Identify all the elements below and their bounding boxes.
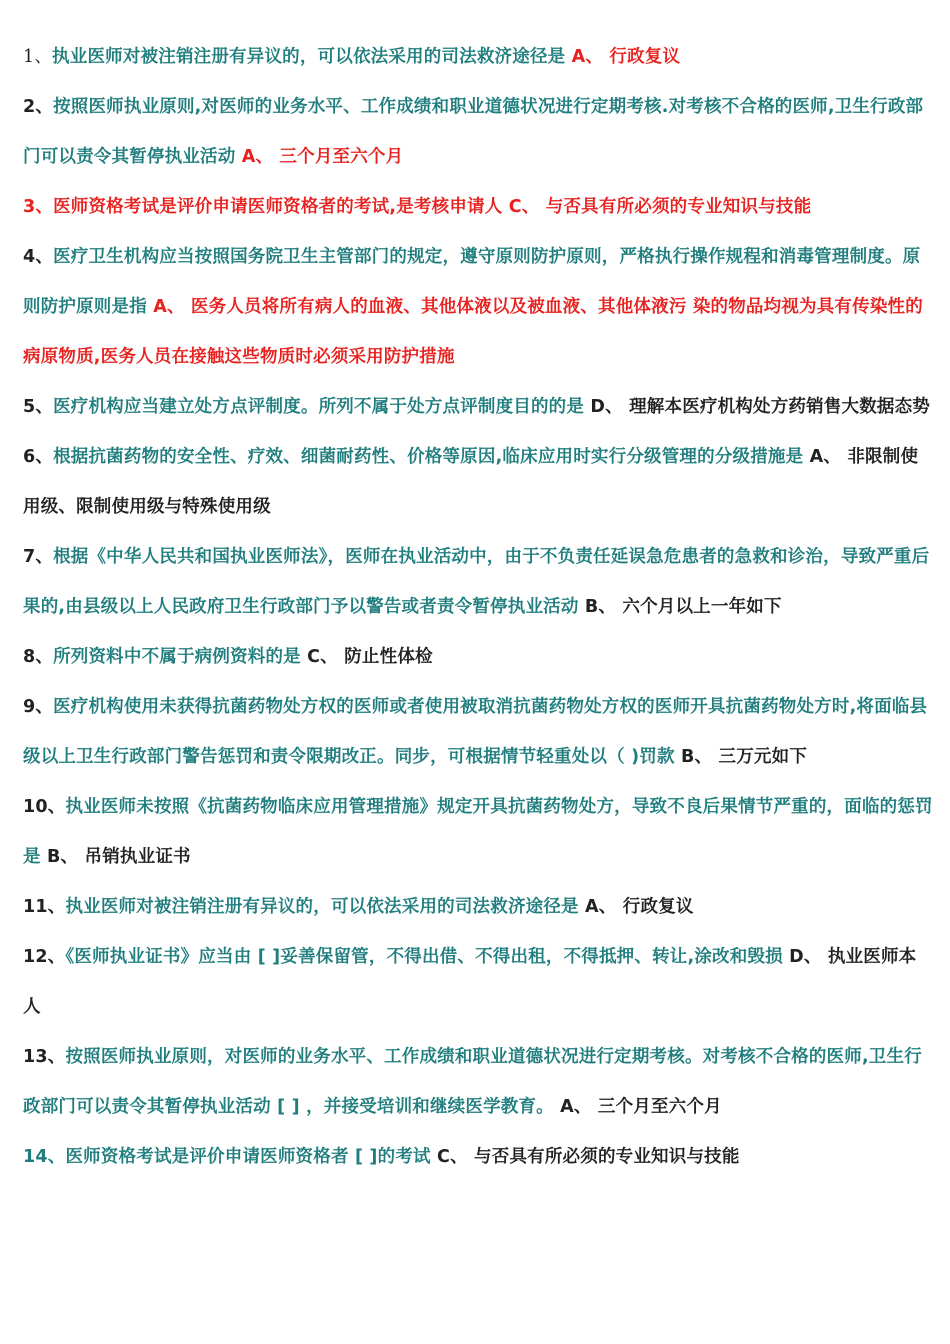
- question-12: [23, 932, 934, 1032]
- question-stem: 医师资格考试是评价申请医师资格者 [ ]的考试: [65, 1147, 431, 1167]
- question-number: 14、: [23, 1147, 66, 1167]
- question-9: [23, 682, 934, 782]
- question-11: [23, 882, 934, 932]
- question-answer: B、 三万元如下: [674, 747, 808, 767]
- question-answer: C、 与否具有所必须的专业知识与技能: [430, 1147, 740, 1167]
- question-number: 6、: [23, 447, 54, 467]
- question-7: [23, 532, 934, 632]
- question-number: 13、: [23, 1047, 66, 1067]
- question-answer: A、 行政复议: [578, 897, 694, 917]
- question-5: [23, 382, 934, 432]
- question-number: 8、: [23, 647, 54, 667]
- question-stem: 根据抗菌药物的安全性、疗效、细菌耐药性、价格等原因,临床应用时实行分级管理的分级措施是: [53, 447, 804, 467]
- question-answer: A、 行政复议: [565, 47, 681, 67]
- question-number: 3、: [23, 197, 54, 217]
- question-4: [23, 232, 934, 382]
- question-answer: D、 执业医师本人: [23, 947, 917, 1017]
- question-stem: 医疗机构使用未获得抗菌药物处方权的医师或者使用被取消抗菌药物处方权的医师开具抗菌药物处方时,将面临县级以上卫生行政部门警告惩罚和责令限期改正。同步，可根据情节轻重处以（ )罚款: [23, 697, 928, 767]
- question-stem: 《医师执业证书》应当由 [ ]妥善保留管，不得出借、不得出租，不得抵押、转让,涂改和毁损: [65, 947, 783, 967]
- question-stem: 按照医师执业原则，对医师的业务水平、工作成绩和职业道德状况进行定期考核。对考核不合格的医师,卫生行政部门可以责令其暂停执业活动 [ ] ，并接受培训和继续医学教育。: [23, 1047, 922, 1117]
- question-answer: B、 吊销执业证书: [40, 847, 191, 867]
- question-2: [23, 82, 934, 182]
- question-answer: C、 防止性体检: [300, 647, 433, 667]
- question-stem: 根据《中华人民共和国执业医师法》，医师在执业活动中，由于不负责任延误急危患者的急救和诊治，导致严重后果的,由县级以上人民政府卫生行政部门予以警告或者责令暂停执业活动: [23, 547, 930, 617]
- question-number: 1、: [23, 47, 53, 67]
- question-answer: D、 理解本医疗机构处方药销售大数据态势: [584, 397, 930, 417]
- question-number: 2、: [23, 97, 54, 117]
- question-3: [23, 182, 934, 232]
- question-answer: B、 六个月以上一年如下: [578, 597, 782, 617]
- question-stem: 所列资料中不属于病例资料的是: [53, 647, 301, 667]
- question-stem: 执业医师未按照《抗菌药物临床应用管理措施》规定开具抗菌药物处方，导致不良后果情节严重的，面临的惩罚是: [23, 797, 933, 867]
- question-stem: 按照医师执业原则,对医师的业务水平、工作成绩和职业道德状况进行定期考核.对考核不合格的医师,卫生行政部门可以责令其暂停执业活动: [23, 97, 924, 167]
- question-1: [23, 32, 934, 82]
- question-14: [23, 1132, 934, 1182]
- question-stem: 医师资格考试是评价申请医师资格者的考试,是考核申请人: [53, 197, 503, 217]
- question-stem: 医疗卫生机构应当按照国务院卫生主管部门的规定，遵守原则防护原则，严格执行操作规程和消毒管理制度。原则防护原则是指: [23, 247, 921, 317]
- question-number: 7、: [23, 547, 54, 567]
- question-number: 4、: [23, 247, 54, 267]
- question-10: [23, 782, 934, 882]
- question-number: 11、: [23, 897, 66, 917]
- question-answer: A、 非限制使用级、限制使用级与特殊使用级: [23, 447, 919, 517]
- question-6: [23, 432, 934, 532]
- question-stem: 执业医师对被注销注册有异议的，可以依法采用的司法救济途径是: [52, 47, 566, 67]
- question-answer: A、 医务人员将所有病人的血液、其他体液以及被血液、其他体液污 染的物品均视为具有传染性的病原物质,医务人员在接触这些物质时必须采用防护措施: [23, 297, 923, 367]
- question-number: 12、: [23, 947, 66, 967]
- question-8: [23, 632, 934, 682]
- question-stem: 执业医师对被注销注册有异议的，可以依法采用的司法救济途径是: [65, 897, 579, 917]
- question-stem: 医疗机构应当建立处方点评制度。所列不属于处方点评制度目的的是: [53, 397, 585, 417]
- question-number: 10、: [23, 797, 66, 817]
- question-number: 5、: [23, 397, 54, 417]
- question-answer: A、 三个月至六个月: [235, 147, 404, 167]
- question-number: 9、: [23, 697, 54, 717]
- question-answer: C、 与否具有所必须的专业知识与技能: [502, 197, 812, 217]
- question-answer: A、 三个月至六个月: [553, 1097, 722, 1117]
- question-13: [23, 1032, 934, 1132]
